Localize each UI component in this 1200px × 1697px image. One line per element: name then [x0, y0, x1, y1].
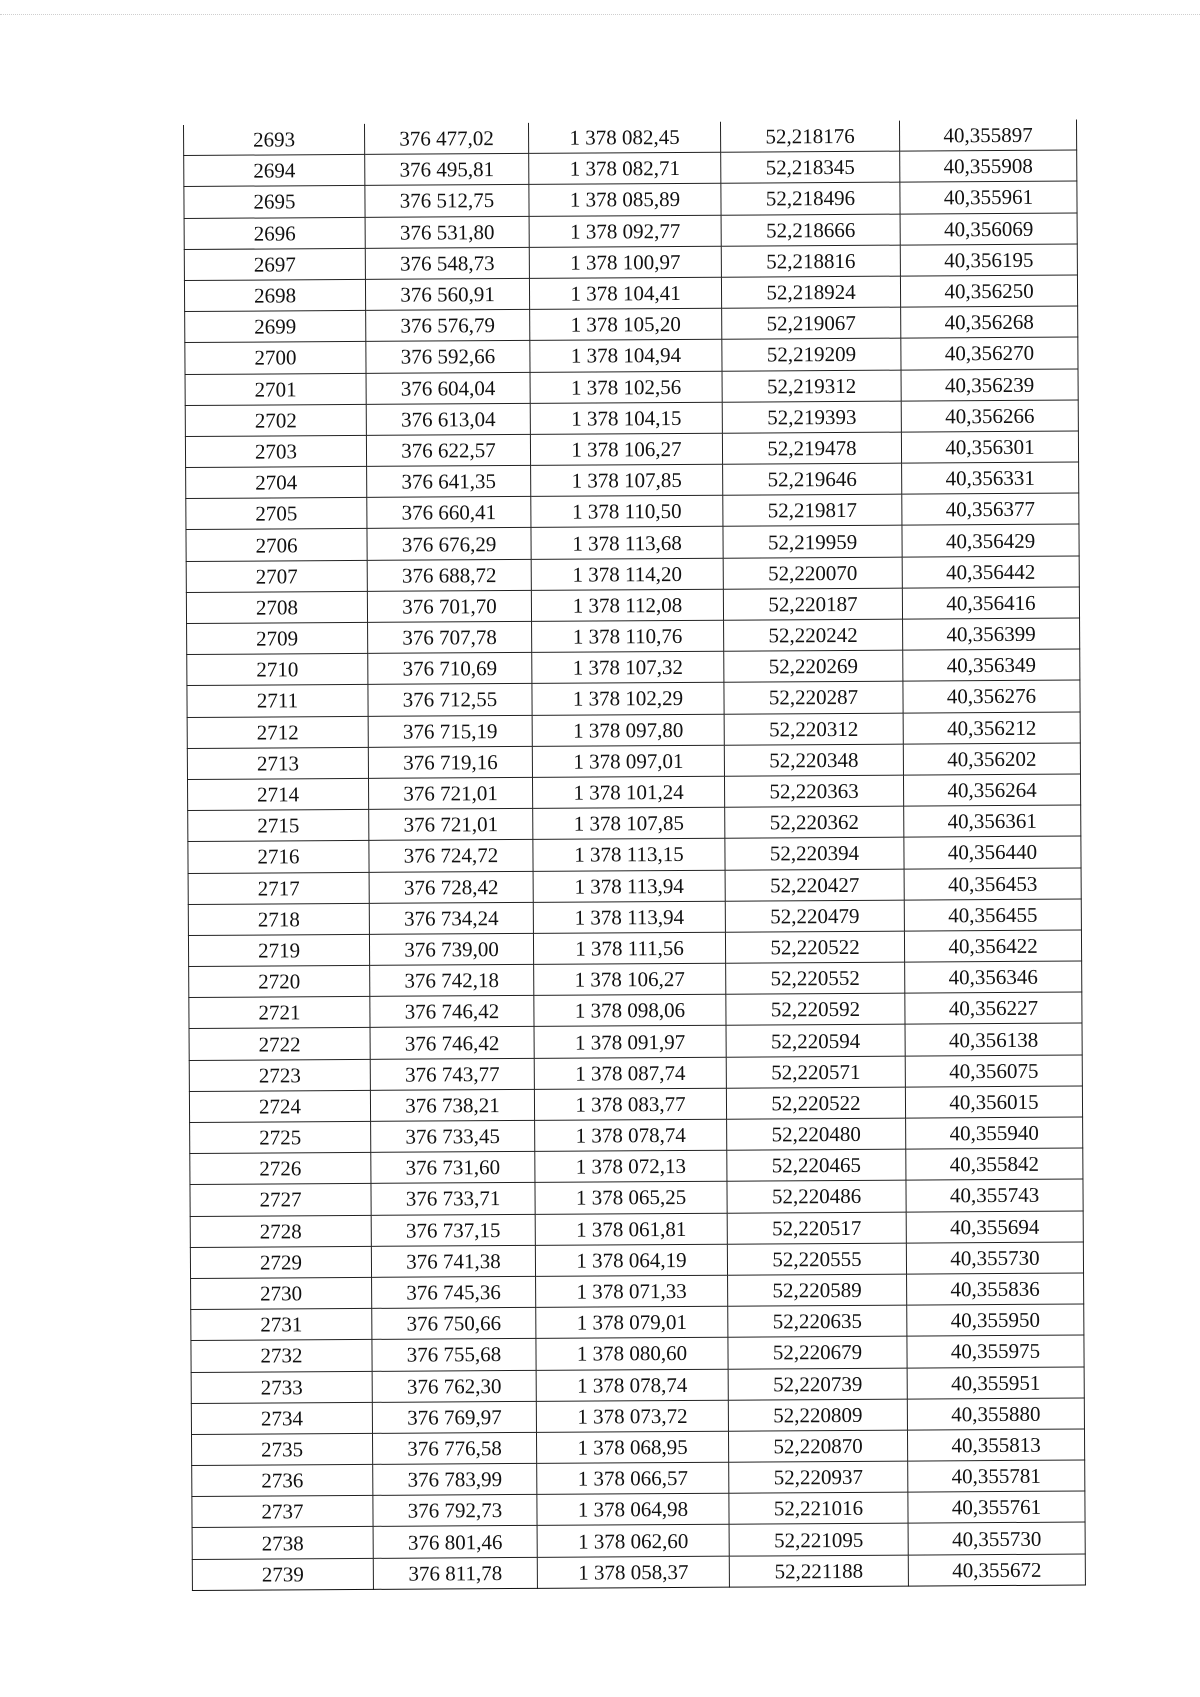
longitude-cell: 40,355761: [908, 1491, 1085, 1523]
latitude-cell: 52,220809: [728, 1399, 907, 1431]
point-number-cell: 2697: [184, 248, 365, 280]
x-coordinate-cell: 376 801,46: [373, 1526, 537, 1558]
latitude-cell: 52,219393: [722, 401, 901, 433]
longitude-cell: 40,356346: [905, 961, 1082, 993]
longitude-cell: 40,356442: [902, 556, 1079, 588]
x-coordinate-cell: 376 477,02: [364, 123, 528, 155]
latitude-cell: 52,220394: [725, 837, 904, 869]
x-coordinate-cell: 376 721,01: [369, 809, 533, 841]
y-coordinate-cell: 1 378 071,33: [536, 1275, 728, 1307]
x-coordinate-cell: 376 724,72: [369, 840, 533, 872]
longitude-cell: 40,355975: [907, 1335, 1084, 1367]
x-coordinate-cell: 376 715,19: [368, 715, 532, 747]
x-coordinate-cell: 376 710,69: [368, 653, 532, 685]
longitude-cell: 40,356429: [902, 524, 1079, 556]
y-coordinate-cell: 1 378 085,89: [529, 184, 721, 216]
y-coordinate-cell: 1 378 104,41: [529, 277, 721, 309]
x-coordinate-cell: 376 741,38: [371, 1245, 535, 1277]
y-coordinate-cell: 1 378 113,94: [533, 870, 725, 902]
table-row: [192, 1554, 1085, 1591]
longitude-cell: 40,356399: [903, 618, 1080, 650]
x-coordinate-cell: 376 734,24: [369, 902, 533, 934]
latitude-cell: 52,220522: [725, 931, 904, 963]
longitude-cell: 40,356301: [901, 431, 1078, 463]
x-coordinate-cell: 376 512,75: [365, 185, 529, 217]
x-coordinate-cell: 376 676,29: [367, 528, 531, 560]
latitude-cell: 52,220486: [727, 1180, 906, 1212]
latitude-cell: 52,220589: [728, 1274, 907, 1306]
point-number-cell: 2716: [188, 841, 369, 873]
x-coordinate-cell: 376 745,36: [372, 1276, 536, 1308]
point-number-cell: 2737: [192, 1496, 373, 1528]
y-coordinate-cell: 1 378 107,85: [531, 464, 723, 496]
x-coordinate-cell: 376 750,66: [372, 1307, 536, 1339]
x-coordinate-cell: 376 728,42: [369, 871, 533, 903]
y-coordinate-cell: 1 378 113,68: [531, 527, 723, 559]
point-number-cell: 2722: [189, 1028, 370, 1060]
y-coordinate-cell: 1 378 101,24: [532, 776, 724, 808]
x-coordinate-cell: 376 746,42: [370, 996, 534, 1028]
longitude-cell: 40,356331: [902, 462, 1079, 494]
longitude-cell: 40,355880: [907, 1398, 1084, 1430]
y-coordinate-cell: 1 378 066,57: [537, 1462, 729, 1494]
latitude-cell: 52,220312: [724, 713, 903, 745]
longitude-cell: 40,356268: [901, 306, 1078, 338]
latitude-cell: 52,219959: [723, 526, 902, 558]
point-number-cell: 2696: [184, 217, 365, 249]
latitude-cell: 52,220635: [728, 1305, 907, 1337]
point-number-cell: 2739: [192, 1558, 373, 1590]
longitude-cell: 40,355672: [908, 1554, 1085, 1586]
point-number-cell: 2714: [187, 778, 368, 810]
y-coordinate-cell: 1 378 111,56: [533, 932, 725, 964]
latitude-cell: 52,220480: [727, 1118, 906, 1150]
x-coordinate-cell: 376 719,16: [368, 746, 532, 778]
point-number-cell: 2736: [192, 1464, 373, 1496]
latitude-cell: 52,220739: [728, 1368, 907, 1400]
y-coordinate-cell: 1 378 061,81: [535, 1213, 727, 1245]
latitude-cell: 52,220363: [724, 775, 903, 807]
longitude-cell: 40,355940: [906, 1117, 1083, 1149]
longitude-cell: 40,356266: [901, 400, 1078, 432]
latitude-cell: 52,221188: [729, 1555, 908, 1587]
longitude-cell: 40,356250: [900, 275, 1077, 307]
longitude-cell: 40,355694: [906, 1211, 1083, 1243]
point-number-cell: 2693: [183, 124, 364, 156]
latitude-cell: 52,220552: [726, 962, 905, 994]
point-number-cell: 2725: [190, 1121, 371, 1153]
x-coordinate-cell: 376 762,30: [372, 1370, 536, 1402]
x-coordinate-cell: 376 769,97: [372, 1401, 536, 1433]
latitude-cell: 52,220522: [726, 1087, 905, 1119]
longitude-cell: 40,356075: [905, 1055, 1082, 1087]
longitude-cell: 40,355781: [908, 1460, 1085, 1492]
y-coordinate-cell: 1 378 102,29: [532, 683, 724, 715]
point-number-cell: 2711: [187, 685, 368, 717]
y-coordinate-cell: 1 378 107,32: [532, 651, 724, 683]
x-coordinate-cell: 376 688,72: [367, 559, 531, 591]
latitude-cell: 52,220592: [726, 993, 905, 1025]
x-coordinate-cell: 376 737,15: [371, 1214, 535, 1246]
y-coordinate-cell: 1 378 078,74: [535, 1119, 727, 1151]
y-coordinate-cell: 1 378 102,56: [530, 371, 722, 403]
longitude-cell: 40,356455: [904, 899, 1081, 931]
y-coordinate-cell: 1 378 110,50: [531, 495, 723, 527]
point-number-cell: 2698: [184, 279, 365, 311]
longitude-cell: 40,356361: [904, 805, 1081, 837]
longitude-cell: 40,356202: [903, 743, 1080, 775]
point-number-cell: 2717: [188, 872, 369, 904]
point-number-cell: 2708: [186, 591, 367, 623]
longitude-cell: 40,355897: [899, 120, 1076, 152]
y-coordinate-cell: 1 378 104,15: [530, 402, 722, 434]
point-number-cell: 2709: [187, 622, 368, 654]
x-coordinate-cell: 376 776,58: [372, 1432, 536, 1464]
y-coordinate-cell: 1 378 114,20: [531, 558, 723, 590]
latitude-cell: 52,219646: [723, 463, 902, 495]
point-number-cell: 2700: [185, 342, 366, 374]
y-coordinate-cell: 1 378 104,94: [530, 340, 722, 372]
point-number-cell: 2726: [190, 1153, 371, 1185]
point-number-cell: 2738: [192, 1527, 373, 1559]
latitude-cell: 52,220187: [723, 588, 902, 620]
point-number-cell: 2732: [191, 1340, 372, 1372]
point-number-cell: 2733: [191, 1371, 372, 1403]
longitude-cell: 40,356212: [903, 712, 1080, 744]
y-coordinate-cell: 1 378 058,37: [537, 1556, 729, 1588]
y-coordinate-cell: 1 378 112,08: [531, 589, 723, 621]
longitude-cell: 40,356270: [901, 337, 1078, 369]
x-coordinate-cell: 376 604,04: [366, 372, 530, 404]
y-coordinate-cell: 1 378 113,15: [533, 839, 725, 871]
y-coordinate-cell: 1 378 087,74: [534, 1057, 726, 1089]
coordinates-table-body: [183, 120, 1085, 1591]
x-coordinate-cell: 376 592,66: [366, 341, 530, 373]
latitude-cell: 52,219817: [723, 494, 902, 526]
y-coordinate-cell: 1 378 106,27: [530, 433, 722, 465]
latitude-cell: 52,218816: [721, 245, 900, 277]
y-coordinate-cell: 1 378 105,20: [530, 308, 722, 340]
longitude-cell: 40,355730: [908, 1522, 1085, 1554]
latitude-cell: 52,220465: [727, 1149, 906, 1181]
latitude-cell: 52,218496: [721, 182, 900, 214]
point-number-cell: 2718: [188, 903, 369, 935]
y-coordinate-cell: 1 378 064,98: [537, 1493, 729, 1525]
latitude-cell: 52,220269: [724, 650, 903, 682]
y-coordinate-cell: 1 378 082,71: [529, 152, 721, 184]
x-coordinate-cell: 376 742,18: [370, 964, 534, 996]
y-coordinate-cell: 1 378 080,60: [536, 1338, 728, 1370]
y-coordinate-cell: 1 378 097,80: [532, 714, 724, 746]
point-number-cell: 2705: [186, 498, 367, 530]
latitude-cell: 52,220517: [727, 1212, 906, 1244]
longitude-cell: 40,356195: [900, 244, 1077, 276]
point-number-cell: 2730: [191, 1277, 372, 1309]
scan-edge-line: [0, 14, 1200, 15]
longitude-cell: 40,356349: [903, 649, 1080, 681]
latitude-cell: 52,221016: [729, 1492, 908, 1524]
point-number-cell: 2731: [191, 1308, 372, 1340]
x-coordinate-cell: 376 641,35: [367, 465, 531, 497]
point-number-cell: 2720: [189, 965, 370, 997]
longitude-cell: 40,356264: [903, 774, 1080, 806]
x-coordinate-cell: 376 707,78: [368, 621, 532, 653]
point-number-cell: 2715: [188, 810, 369, 842]
x-coordinate-cell: 376 739,00: [369, 933, 533, 965]
y-coordinate-cell: 1 378 083,77: [534, 1088, 726, 1120]
longitude-cell: 40,355961: [900, 181, 1077, 213]
latitude-cell: 52,220348: [724, 744, 903, 776]
point-number-cell: 2703: [185, 435, 366, 467]
point-number-cell: 2707: [186, 560, 367, 592]
y-coordinate-cell: 1 378 072,13: [535, 1150, 727, 1182]
point-number-cell: 2728: [190, 1215, 371, 1247]
x-coordinate-cell: 376 738,21: [370, 1089, 534, 1121]
point-number-cell: 2712: [187, 716, 368, 748]
point-number-cell: 2706: [186, 529, 367, 561]
longitude-cell: 40,355908: [900, 150, 1077, 182]
y-coordinate-cell: 1 378 079,01: [536, 1306, 728, 1338]
x-coordinate-cell: 376 792,73: [373, 1495, 537, 1527]
longitude-cell: 40,356276: [903, 680, 1080, 712]
y-coordinate-cell: 1 378 068,95: [536, 1431, 728, 1463]
y-coordinate-cell: 1 378 073,72: [536, 1400, 728, 1432]
latitude-cell: 52,218666: [721, 214, 900, 246]
y-coordinate-cell: 1 378 065,25: [535, 1182, 727, 1214]
latitude-cell: 52,218176: [720, 121, 899, 153]
point-number-cell: 2735: [191, 1433, 372, 1465]
longitude-cell: 40,356015: [905, 1086, 1082, 1118]
x-coordinate-cell: 376 721,01: [368, 777, 532, 809]
x-coordinate-cell: 376 783,99: [373, 1463, 537, 1495]
point-number-cell: 2723: [189, 1059, 370, 1091]
point-number-cell: 2729: [190, 1246, 371, 1278]
point-number-cell: 2713: [187, 747, 368, 779]
longitude-cell: 40,355951: [907, 1367, 1084, 1399]
longitude-cell: 40,356069: [900, 213, 1077, 245]
x-coordinate-cell: 376 495,81: [365, 154, 529, 186]
point-number-cell: 2702: [185, 404, 366, 436]
y-coordinate-cell: 1 378 091,97: [534, 1026, 726, 1058]
longitude-cell: 40,355743: [906, 1179, 1083, 1211]
latitude-cell: 52,220679: [728, 1336, 907, 1368]
y-coordinate-cell: 1 378 062,60: [537, 1525, 729, 1557]
longitude-cell: 40,356440: [904, 836, 1081, 868]
coordinates-table: [183, 120, 1086, 1591]
x-coordinate-cell: 376 733,71: [371, 1183, 535, 1215]
x-coordinate-cell: 376 731,60: [371, 1152, 535, 1184]
latitude-cell: 52,219312: [722, 370, 901, 402]
point-number-cell: 2734: [191, 1402, 372, 1434]
x-coordinate-cell: 376 811,78: [373, 1557, 537, 1589]
longitude-cell: 40,356422: [904, 930, 1081, 962]
x-coordinate-cell: 376 746,42: [370, 1027, 534, 1059]
point-number-cell: 2701: [185, 373, 366, 405]
latitude-cell: 52,220427: [725, 869, 904, 901]
latitude-cell: 52,220242: [724, 619, 903, 651]
longitude-cell: 40,356453: [904, 868, 1081, 900]
longitude-cell: 40,355836: [907, 1273, 1084, 1305]
point-number-cell: 2710: [187, 654, 368, 686]
point-number-cell: 2719: [188, 934, 369, 966]
latitude-cell: 52,221095: [729, 1524, 908, 1556]
x-coordinate-cell: 376 560,91: [365, 278, 529, 310]
latitude-cell: 52,219209: [722, 338, 901, 370]
latitude-cell: 52,220362: [725, 806, 904, 838]
longitude-cell: 40,355813: [907, 1429, 1084, 1461]
latitude-cell: 52,220870: [728, 1430, 907, 1462]
y-coordinate-cell: 1 378 110,76: [532, 620, 724, 652]
y-coordinate-cell: 1 378 078,74: [536, 1369, 728, 1401]
latitude-cell: 52,219067: [722, 307, 901, 339]
longitude-cell: 40,355950: [907, 1304, 1084, 1336]
latitude-cell: 52,220571: [726, 1056, 905, 1088]
y-coordinate-cell: 1 378 082,45: [528, 122, 720, 154]
x-coordinate-cell: 376 743,77: [370, 1058, 534, 1090]
latitude-cell: 52,219478: [722, 432, 901, 464]
x-coordinate-cell: 376 548,73: [365, 247, 529, 279]
y-coordinate-cell: 1 378 107,85: [533, 807, 725, 839]
y-coordinate-cell: 1 378 113,94: [533, 901, 725, 933]
x-coordinate-cell: 376 613,04: [366, 403, 530, 435]
latitude-cell: 52,220070: [723, 557, 902, 589]
x-coordinate-cell: 376 660,41: [367, 497, 531, 529]
longitude-cell: 40,356227: [905, 992, 1082, 1024]
y-coordinate-cell: 1 378 106,27: [534, 963, 726, 995]
latitude-cell: 52,220937: [729, 1461, 908, 1493]
point-number-cell: 2727: [190, 1184, 371, 1216]
point-number-cell: 2704: [186, 466, 367, 498]
point-number-cell: 2721: [189, 997, 370, 1029]
x-coordinate-cell: 376 701,70: [367, 590, 531, 622]
x-coordinate-cell: 376 733,45: [371, 1120, 535, 1152]
longitude-cell: 40,356138: [905, 1023, 1082, 1055]
point-number-cell: 2699: [185, 311, 366, 343]
y-coordinate-cell: 1 378 092,77: [529, 215, 721, 247]
x-coordinate-cell: 376 712,55: [368, 684, 532, 716]
x-coordinate-cell: 376 622,57: [366, 434, 530, 466]
y-coordinate-cell: 1 378 064,19: [535, 1244, 727, 1276]
latitude-cell: 52,218345: [721, 151, 900, 183]
latitude-cell: 52,218924: [721, 276, 900, 308]
y-coordinate-cell: 1 378 100,97: [529, 246, 721, 278]
x-coordinate-cell: 376 576,79: [366, 310, 530, 342]
longitude-cell: 40,355842: [906, 1148, 1083, 1180]
longitude-cell: 40,356239: [901, 369, 1078, 401]
longitude-cell: 40,356416: [902, 587, 1079, 619]
latitude-cell: 52,220287: [724, 681, 903, 713]
longitude-cell: 40,356377: [902, 493, 1079, 525]
point-number-cell: 2694: [184, 155, 365, 187]
y-coordinate-cell: 1 378 097,01: [532, 745, 724, 777]
x-coordinate-cell: 376 531,80: [365, 216, 529, 248]
point-number-cell: 2695: [184, 186, 365, 218]
latitude-cell: 52,220594: [726, 1025, 905, 1057]
latitude-cell: 52,220555: [727, 1243, 906, 1275]
y-coordinate-cell: 1 378 098,06: [534, 994, 726, 1026]
point-number-cell: 2724: [189, 1090, 370, 1122]
latitude-cell: 52,220479: [725, 900, 904, 932]
longitude-cell: 40,355730: [906, 1242, 1083, 1274]
x-coordinate-cell: 376 755,68: [372, 1339, 536, 1371]
